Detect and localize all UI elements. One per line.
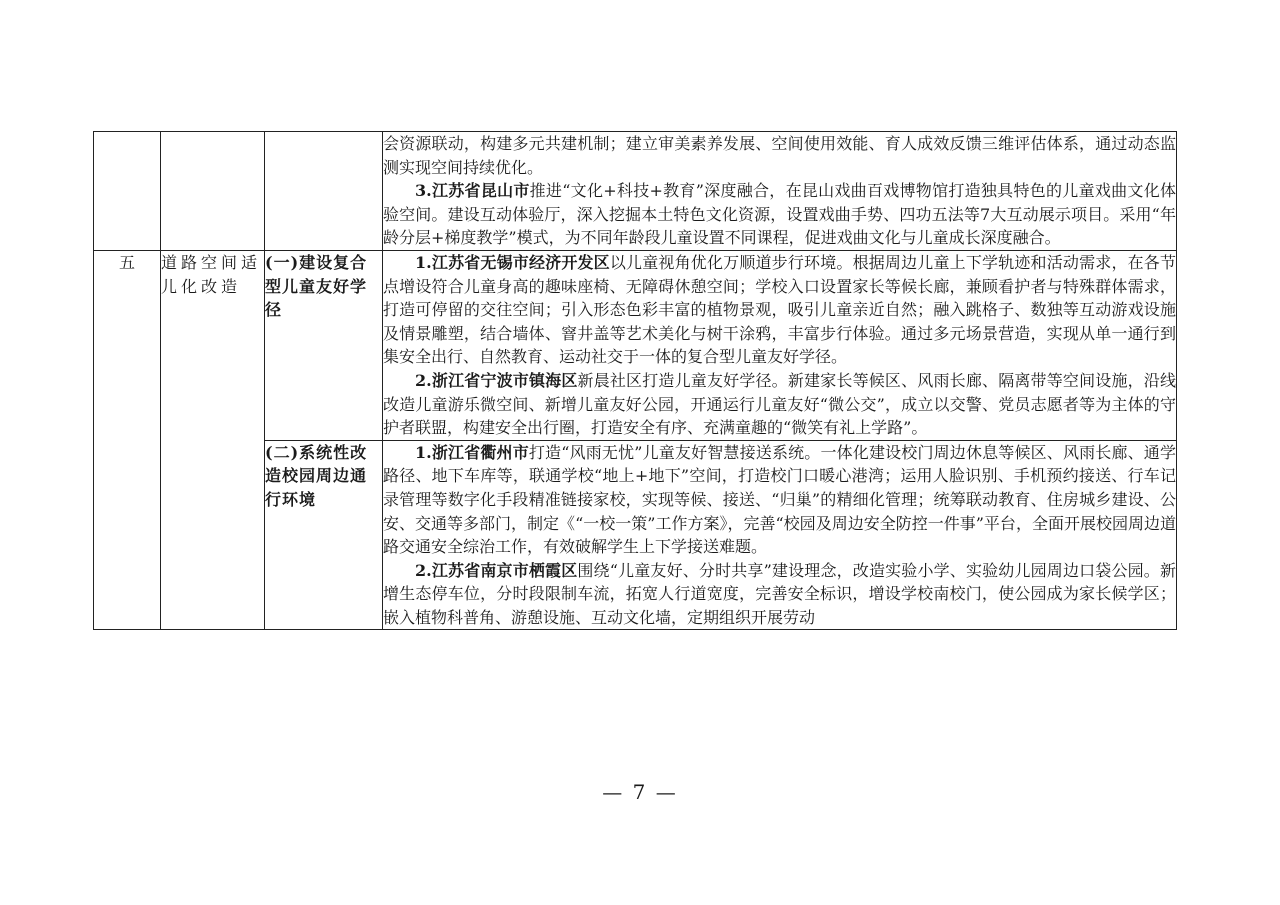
- paragraph: [383, 369, 1176, 440]
- paragraph-text: 新晨社区打造儿童友好学径。新建家长等候区、风雨长廊、隔离带等空间设施，沿线改造儿童游乐微空间、新增儿童友好公园，开通运行儿童友好“微公交”，成立以交警、党员志愿者等为主体的守护者联盟，构建安全出行圈，打造安全有序、充满童趣的“微笑有礼上学路”。: [383, 370, 1176, 438]
- paragraph: [383, 441, 1176, 559]
- paragraph-lead: 1.浙江省衢州市: [415, 442, 529, 462]
- row-content: [383, 132, 1177, 251]
- paragraph: [383, 559, 1176, 630]
- paragraph-lead: 3.江苏省昆山市: [415, 181, 530, 201]
- paragraph-text: 打造“风雨无忧”儿童友好智慧接送系统。一体化建设校门周边休息等候区、风雨长廊、通学路径、地下车库等，联通学校“地上+地下”空间，打造校门口暖心港湾；运用人脸识别、手机预约接送、行车记录管理等数字化手段精准链接家校，实现等候、接送、“归巢”的精细化管理；统筹联动教育、住房城乡建设、公安、交通等多部门，制定《“一校一策”工作方案》，完善“校园及周边安全防控一件事”平台，全面开展校园周边道路交通安全综治工作，有效破解学生上下学接送难题。: [383, 442, 1176, 557]
- paragraph-lead: 2.浙江省宁波市镇海区: [415, 370, 578, 390]
- table-row: [94, 132, 1177, 251]
- paragraph: [383, 179, 1176, 250]
- page-number: — 7 —: [602, 780, 678, 804]
- paragraph-lead: 1.江苏省无锡市经济开发区: [415, 252, 610, 272]
- row-subcategory: [265, 132, 383, 251]
- row-subcategory: (二)系统性改造校园周边通行环境: [265, 440, 383, 630]
- paragraph-text: 以儿童视角优化万顺道步行环境。根据周边儿童上下学轨迹和活动需求，在各节点增设符合儿童身高的趣味座椅、无障碍休憩空间；学校入口设置家长等候长廊，兼顾看护者与特殊群体需求，打造可停留的交往空间；引入形态色彩丰富的植物景观，吸引儿童亲近自然；融入跳格子、数独等互动游戏设施及情景雕塑，结合墙体、窨井盖等艺术美化与树干涂鸦，丰富步行体验。通过多元场景营造，实现从单一通行到集安全出行、自然教育、运动社交于一体的复合型儿童友好学径。: [383, 252, 1176, 367]
- row-content: [383, 250, 1177, 440]
- row-number: [94, 132, 161, 251]
- paragraph-text: 围绕“儿童友好、分时共享”建设理念，改造实验小学、实验幼儿园周边口袋公园。新增生态停车位，分时段限制车流，拓宽人行道宽度，完善安全标识，增设学校南校门，使公园成为家长候学区；嵌入植物科普角、游憩设施、互动文化墙，定期组织开展劳动: [383, 560, 1176, 627]
- paragraph: [383, 132, 1176, 179]
- paragraph-text: 推进“文化+科技+教育”深度融合，在昆山戏曲百戏博物馆打造独具特色的儿童戏曲文化体验空间。建设互动体验厅，深入挖掘本土特色文化资源，设置戏曲手势、四功五法等7大互动展示项目。采用“年龄分层+梯度教学”模式，为不同年龄段儿童设置不同课程，促进戏曲文化与儿童成长深度融合。: [383, 181, 1176, 248]
- table-row: [94, 250, 1177, 440]
- paragraph: [383, 251, 1176, 369]
- paragraph-text: 会资源联动，构建多元共建机制；建立审美素养发展、空间使用效能、育人成效反馈三维评估体系，通过动态监测实现空间持续优化。: [383, 134, 1176, 177]
- row-category: [161, 132, 265, 251]
- paragraph-lead: 2.江苏省南京市栖霞区: [415, 560, 578, 580]
- row-number: 五: [94, 250, 161, 630]
- content-table: [93, 131, 1177, 630]
- row-content: [383, 440, 1177, 630]
- row-category: 道路空间适儿化改造: [161, 250, 265, 630]
- row-subcategory: (一)建设复合型儿童友好学径: [265, 250, 383, 440]
